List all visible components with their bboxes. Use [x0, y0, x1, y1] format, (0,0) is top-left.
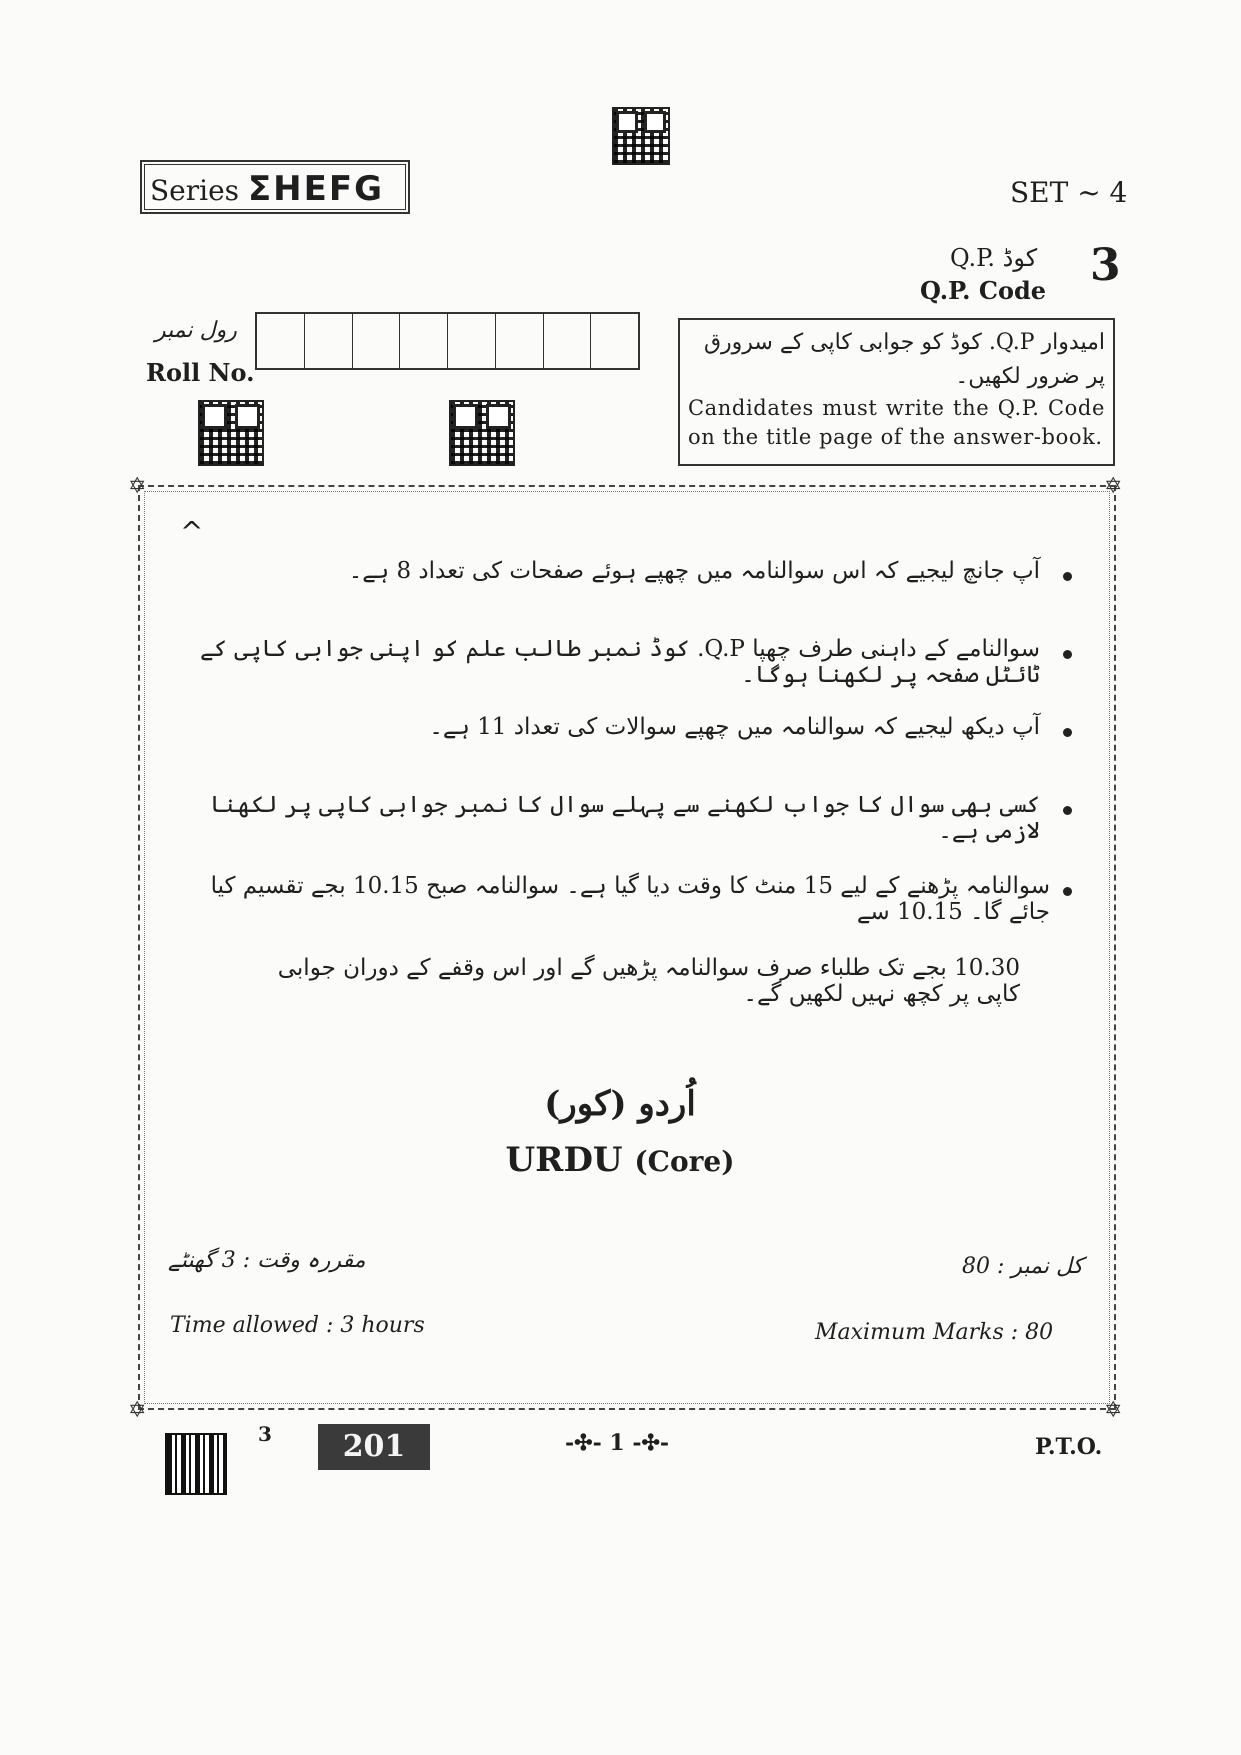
instruction-5-continued: 10.30 بجے تک طلباء صرف سوالنامہ پڑھیں گے اور اس وقفے کے دوران جوابی کاپی پر کچھ نہیں لکھیں گے۔: [277, 955, 1020, 1007]
series-label: Series: [150, 174, 240, 207]
roll-box[interactable]: [305, 314, 353, 368]
max-marks-en: Maximum Marks : 80: [815, 1320, 1054, 1345]
set-number: SET ~ 4: [1010, 176, 1128, 209]
roll-number-boxes[interactable]: [255, 312, 640, 370]
instruction-3: آپ دیکھ لیجیے کہ سوالنامہ میں چھپے سوالات کی تعداد 11 ہے۔: [429, 714, 1040, 740]
footer-small-number: 3: [258, 1422, 272, 1446]
bullet-icon: [1063, 887, 1072, 896]
time-allowed-urdu: مقررہ وقت : 3 گھنٹے: [168, 1248, 366, 1273]
barcode-icon: [165, 1433, 227, 1495]
roll-box[interactable]: [448, 314, 496, 368]
star-icon: ✡: [128, 1398, 147, 1423]
qp-code-value: 3: [1090, 240, 1121, 291]
series-box: [140, 160, 410, 214]
bullet-icon: [1063, 650, 1072, 659]
roll-label-en: Roll No.: [146, 358, 255, 387]
pto-label: P.T.O.: [1035, 1434, 1103, 1460]
roll-box[interactable]: [496, 314, 544, 368]
roll-box[interactable]: [400, 314, 448, 368]
qp-code-note-box: [678, 318, 1115, 466]
roll-box[interactable]: [353, 314, 401, 368]
instruction-2: سوالنامے کے داہنی طرف چھپا Q.P. کوڈ نمبر طالب علم کو اپنی جوابی کاپی کے ٹائٹل صفحہ پر لکھنا ہوگا۔: [200, 636, 1040, 688]
star-icon: ✡: [128, 474, 147, 499]
bullet-icon: [1063, 728, 1072, 737]
caret-mark: ^: [180, 515, 204, 548]
star-icon: ✡: [1104, 1398, 1123, 1423]
subject-title-main: URDU: [505, 1140, 623, 1180]
instruction-4: کسی بھی سوال کا جواب لکھنے سے پہلے سوال کا نمبر جوابی کاپی پر لکھنا لازمی ہے۔: [209, 792, 1040, 844]
time-allowed-en: Time allowed : 3 hours: [170, 1313, 425, 1338]
roll-label-urdu: رول نمبر: [155, 318, 237, 343]
star-icon: ✡: [1104, 474, 1123, 499]
qp-code-urdu-label: Q.P. کوڈ: [950, 244, 1038, 272]
subject-title-urdu: اُردو (کور): [544, 1084, 696, 1124]
note-en: Candidates must write the Q.P. Code on the title page of the answer-book.: [688, 396, 1105, 449]
max-marks-urdu: کل نمبر : 80: [962, 1254, 1084, 1279]
roll-box[interactable]: [257, 314, 305, 368]
subject-title-sub: (Core): [634, 1145, 735, 1178]
instruction-1: آپ جانچ لیجیے کہ اس سوالنامہ میں چھپے ہوئے صفحات کی تعداد 8 ہے۔: [348, 558, 1040, 584]
bullet-icon: [1063, 806, 1072, 815]
series-code: ΣHEFG: [247, 169, 384, 209]
roll-box[interactable]: [591, 314, 638, 368]
subject-code-badge: 201: [318, 1424, 430, 1470]
page-number: -✣- 1 -✣-: [565, 1430, 670, 1456]
left-qr-code-icon: [198, 400, 264, 466]
top-qr-code-icon: [612, 107, 670, 165]
right-qr-code-icon: [449, 400, 515, 466]
note-urdu: امیدوار Q.P. کوڈ کو جوابی کاپی کے سرورق پر ضرور لکھیں۔: [703, 330, 1105, 389]
instruction-5: سوالنامہ پڑھنے کے لیے 15 منٹ کا وقت دیا گیا ہے۔ سوالنامہ صبح 10.15 بجے تقسیم کیا جائے گا۔ 10.15 سے: [210, 873, 1050, 925]
qp-code-label: Q.P. Code: [920, 276, 1047, 305]
subject-title-en: [420, 1140, 820, 1180]
bullet-icon: [1063, 572, 1072, 581]
roll-box[interactable]: [544, 314, 592, 368]
